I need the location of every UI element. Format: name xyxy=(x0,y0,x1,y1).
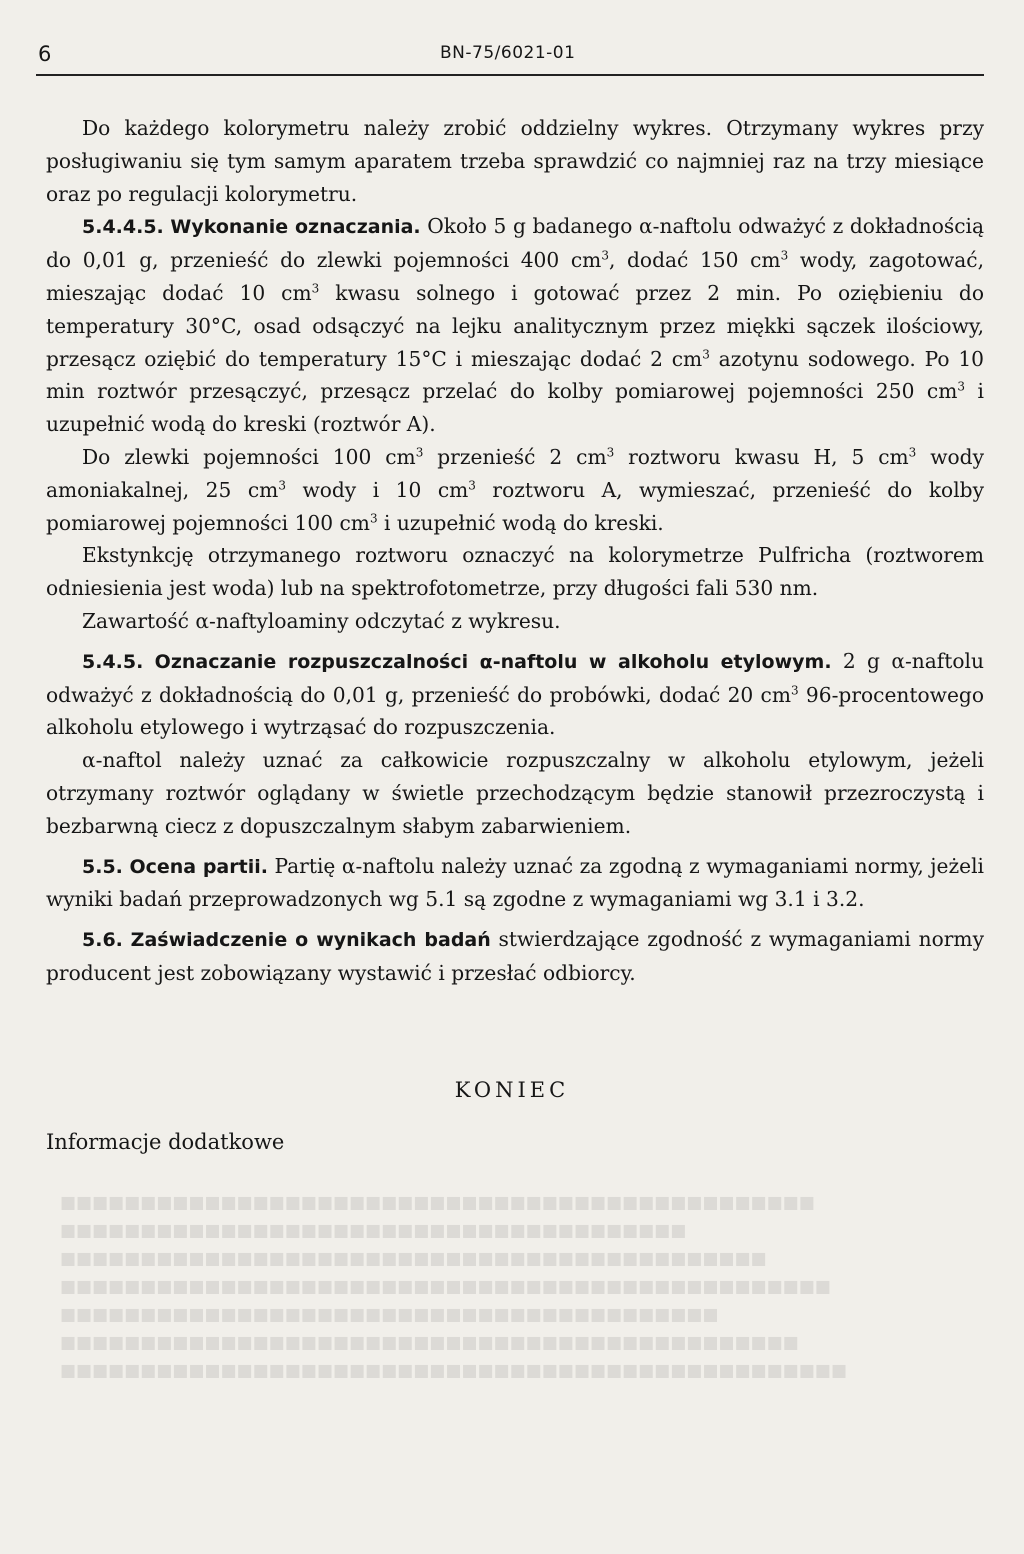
page-header xyxy=(36,40,984,76)
section-number: 5.5. xyxy=(82,855,123,878)
paragraph-procedure: Do zlewki pojemności 100 $cm^3$ przenieść 2 $cm^3$ roztworu kwasu H, 5 $cm^3$ wody amoniakalnej, 25 $cm^3$ wody i 10 $cm^3$ roztworu A, wymieszać, przenieść do kolby pomiarowej pojemności 100 $cm^3$ i uzupełnić wodą do kreski. xyxy=(46,444,984,535)
paragraph-chart-note: Do każdego kolorymetru należy zrobić oddzielny wykres. Otrzymany wykres przy posługiwaniu się tym samym aparatem trzeba sprawdzić co najmniej raz na trzy miesiące oraz po regulacji kolorymetru. xyxy=(46,116,984,206)
section-title: Wykonanie oznaczania. xyxy=(170,216,421,239)
paragraph-extinction: Ekstynkcję otrzymanego roztworu oznaczyć na kolorymetrze Pulfricha (roztworem odniesienia jest woda) lub na spektrofotometrze, przy długości fali 530 nm. xyxy=(46,543,984,601)
bleed-through-texture: ■■■■■■■■■■■■■■■■■■■■■■■■■■■■■■■■■■■■■■■■■■■■■■■■■ ■■■■■■■■■■■■■■■■■■■■■■■■■■■■■■■■■■■■■■■■■■■■■■ ■■■■■■■■■■■■■■■■■■■■■■■■■■■■■■■■■■■■■■■■■ ■■■■■■■■■■■■■■■■■■■■■■■■■■■■■■■■■■■■■■■■■■■■■■■■ ■■■■■■■■■■■■■■■■■■■■■■■■■■■■■■■■■■■■■■■■■■■■ ■■■■■■■■■■■■■■■■■■■■■■■■■■■■■■■■■■■■■■■ ■■■■■■■■■■■■■■■■■■■■■■■■■■■■■■■■■■■■■■■■■■■■■■■ xyxy=(60,1194,848,1382)
section-title: Ocena partii. xyxy=(129,855,268,878)
section-number: 5.6. xyxy=(82,929,123,952)
section-5-6: 5.6. Zaświadczenie o wynikach badań stwierdzające zgodność z wymaganiami normy producent jest zobowiązany wystawić i przesłać odbiorcy. xyxy=(46,927,984,985)
section-number: 5.4.5. xyxy=(82,650,144,673)
section-5-5: 5.5. Ocena partii. Partię α-naftolu należy uznać za zgodną z wymaganiami normy, jeżeli wyniki badań przeprowadzonych wg 5.1 są zgodne z wymaganiami wg 3.1 i 3.2. xyxy=(46,853,984,912)
section-title: Zaświadczenie o wynikach badań xyxy=(130,929,491,952)
paragraph-solubility: α-naftol należy uznać za całkowicie rozpuszczalny w alkoholu etylowym, jeżeli otrzymany roztwór oglądany w świetle przechodzącym będzie stanowił przezroczystą i bezbarwną ciecz z dopuszczalnym słabym zabarwieniem. xyxy=(46,748,984,838)
page-number: 6 xyxy=(38,42,52,66)
section-5-4-4-5: 5.4.4.5. Wykonanie oznaczania. Około 5 g badanego α-naftolu odważyć z dokładnością do 0,01 g, przenieść do zlewki pojemności 400 $cm^3$, dodać 150 $cm^3$ wody, zagotować, mieszając dodać 10 $cm^3$ kwasu solnego i gotować przez 2 min. Po oziębieniu do temperatury 30°C, osad odsączyć na lejku analitycznym przez miękki sączek ilościowy, przesącz oziębić do temperatury 15°C i mieszając dodać 2 $cm^3$ azotynu sodowego. Po 10 min roztwór przesączyć, przesącz przelać do kolby pomiarowej pojemności 250 $cm^3$ i uzupełnić wodą do kreski (roztwór A). xyxy=(46,214,985,437)
document-code: BN-75/6021-01 xyxy=(440,43,576,63)
additional-info-heading: Informacje dodatkowe xyxy=(46,1130,285,1154)
section-5-4-5: 5.4.5. Oznaczanie rozpuszczalności α-naftolu w alkoholu etylowym. 2 g α-naftolu odważyć z dokładnością do 0,01 g, przenieść do probówki, dodać 20 $cm^3$ 96-procentowego alkoholu etylowego i wytrząsać do rozpuszczenia. xyxy=(46,648,985,740)
paragraph-readout: Zawartość α-naftyloaminy odczytać z wykresu. xyxy=(82,608,561,633)
section-number: 5.4.4.5. xyxy=(82,216,164,239)
section-title: Oznaczanie rozpuszczalności α-naftolu w alkoholu etylowym. xyxy=(154,650,832,673)
body-text xyxy=(46,112,984,990)
end-marker: KONIEC xyxy=(454,1078,570,1102)
